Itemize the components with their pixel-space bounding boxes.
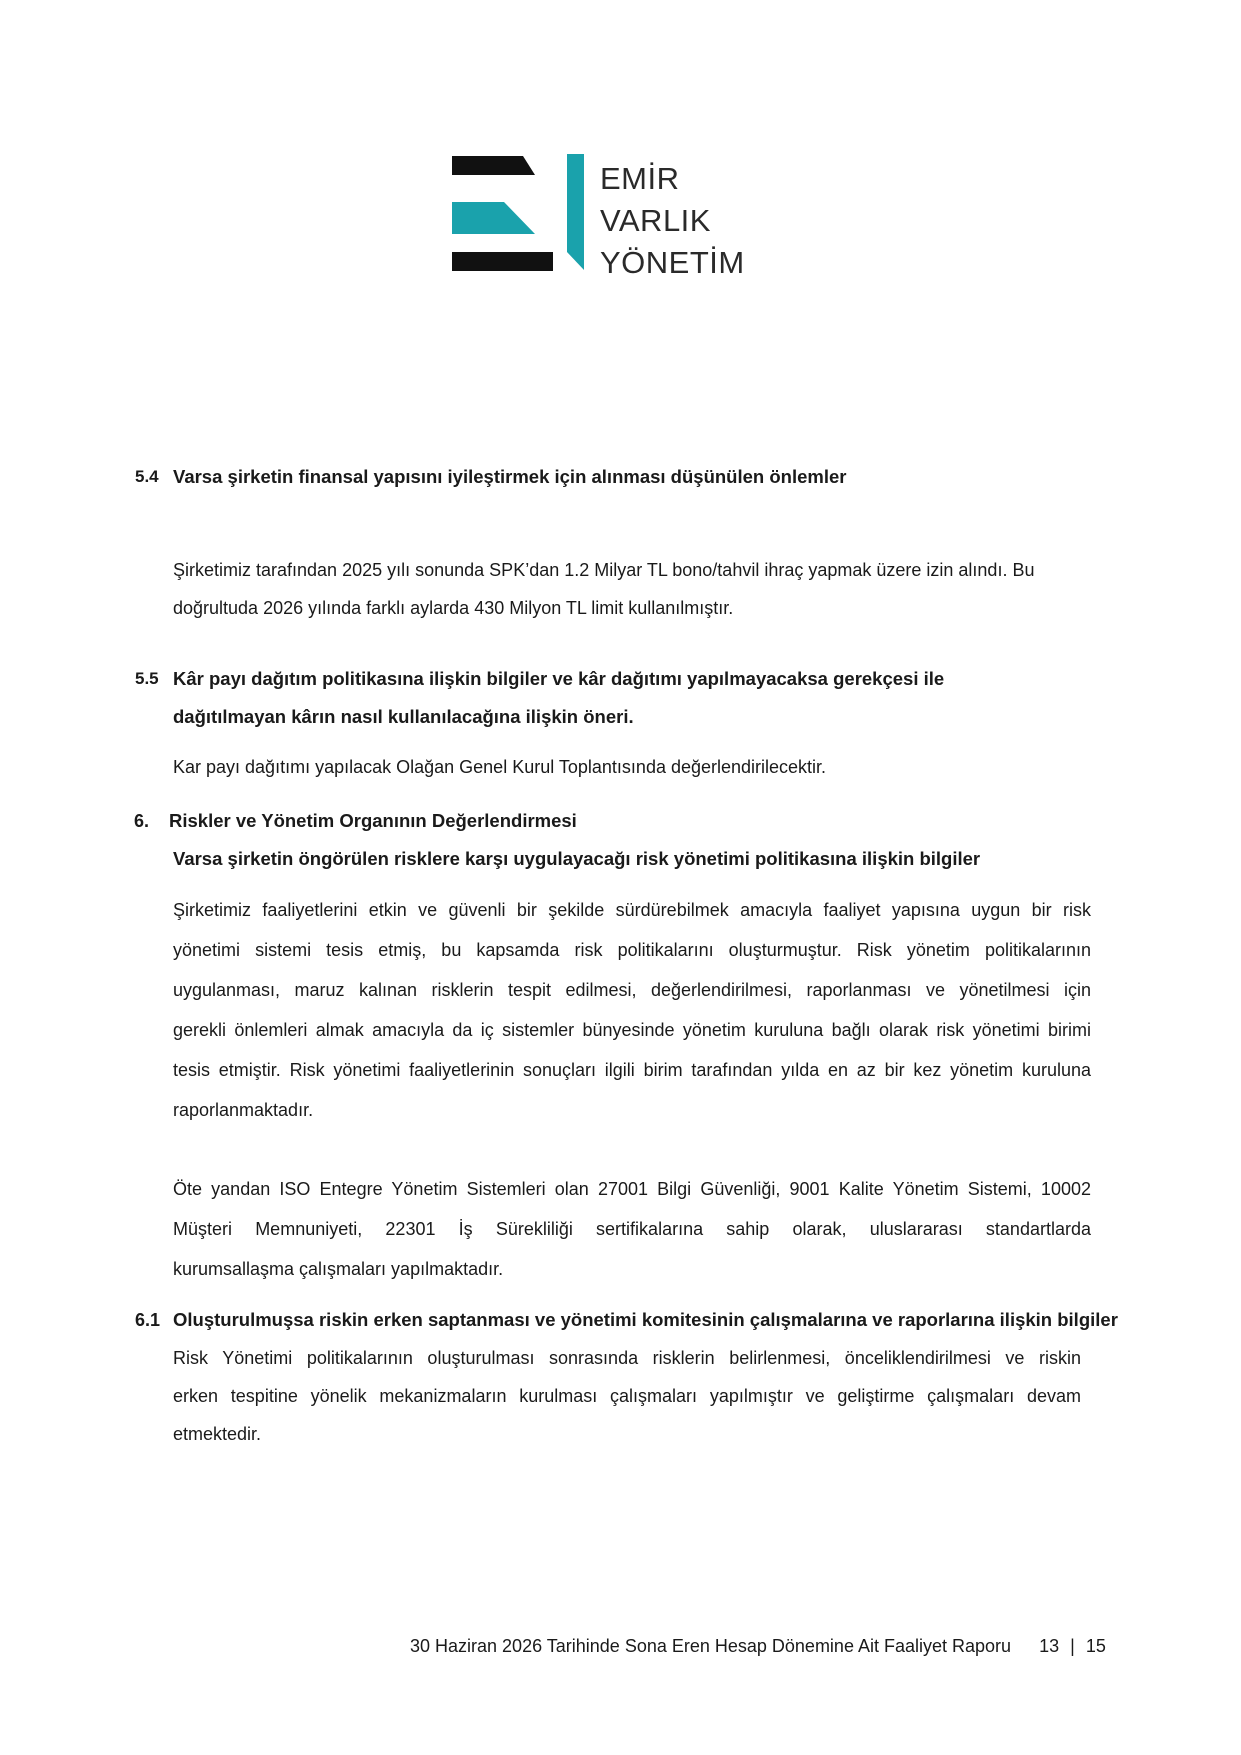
logo-line-1: EMİR [600,161,680,196]
section-6-p1-line: uygulanması, maruz kalınan risklerin tespit edilmesi, değerlendirilmesi, raporlanması ve yönetilmesi için [173,980,1091,1000]
footer-report-title: 30 Haziran 2026 Tarihinde Sona Eren Hesap Dönemine Ait Faaliyet Raporu [410,1636,1012,1656]
page-footer [410,1636,1106,1657]
section-6-p1-line: tesis etmiştir. Risk yönetimi faaliyetlerinin sonuçları ilgili birim tarafından yılda en az bir kez yönetim kuruluna [173,1060,1091,1080]
section-5-4-body [173,551,1034,627]
logo-line-2: VARLIK [600,203,711,238]
section-6-p2-line: Müşteri Memnuniyeti, 22301 İş Sürekliliği sertifikalarına sahip olarak, uluslararası standartlarda [173,1219,1091,1239]
page-number-separator: | [1070,1636,1075,1656]
page-number-total: 15 [1085,1636,1106,1656]
section-5-5-title-line-2: dağıtılmayan kârın nasıl kullanılacağına ilişkin öneri. [173,706,634,727]
section-6-p1-line: gerekli önlemleri almak amacıyla da iç sistemler bünyesinde yönetim kuruluna bağlı olarak risk yönetimi birimi [173,1020,1091,1040]
section-6-paragraph-1 [173,890,1091,1130]
section-6-paragraph-2 [173,1169,1091,1289]
logo-wordmark [600,158,745,284]
section-6-1-line: erken tespitine yönelik mekanizmaların kurulması çalışmaları yapılmıştır ve geliştirme çalışmaları devam [173,1386,1081,1406]
section-6-1-number: 6.1 [135,1310,161,1330]
section-5-4-line-1: Şirketimiz tarafından 2025 yılı sonunda SPK’dan 1.2 Milyar TL bono/tahvil ihraç yapmak üzere izin alındı. Bu [173,560,1035,580]
section-6-p2-line: Öte yandan ISO Entegre Yönetim Sistemleri olan 27001 Bilgi Güvenliği, 9001 Kalite Yönetim Sistemi, 10002 [173,1179,1091,1199]
logo-mark-icon [452,152,584,272]
section-6-p1-line: yönetimi sistemi tesis etmiş, bu kapsamda risk politikalarını oluşturmuştur. Risk yönetim politikalarının [173,940,1091,960]
section-5-5-body: Kar payı dağıtımı yapılacak Olağan Genel Kurul Toplantısında değerlendirilecektir. [173,757,827,777]
section-6-1-line: Risk Yönetimi politikalarının oluşturulması sonrasında risklerin belirlenmesi, önceliklendirilmesi ve riskin [173,1348,1081,1368]
section-5-5-title [173,666,944,736]
company-logo [452,152,752,282]
section-5-5-number: 5.5 [135,669,159,688]
section-6-1-title: Oluşturulmuşsa riskin erken saptanması ve yönetimi komitesinin çalışmalarına ve raporlarına ilişkin bilgiler [173,1309,1118,1330]
section-6-1-line: etmektedir. [173,1424,262,1444]
section-5-4-title: Varsa şirketin finansal yapısını iyileştirmek için alınması düşünülen önlemler [173,466,847,487]
section-6-number: 6. [134,811,150,831]
section-6-p1-line: Şirketimiz faaliyetlerini etkin ve güvenli bir şekilde sürdürebilmek amacıyla faaliyet yapısına uygun bir risk [173,900,1091,920]
section-6-1-body [173,1339,1081,1453]
section-6-subtitle: Varsa şirketin öngörülen risklere karşı uygulayacağı risk yönetimi politikasına ilişkin bilgiler [173,848,981,869]
page-number-current: 13 [1039,1636,1060,1656]
section-5-4-line-2: doğrultuda 2026 yılında farklı aylarda 430 Milyon TL limit kullanılmıştır. [173,598,734,618]
section-5-4-number: 5.4 [135,467,159,486]
section-6-title: Riskler ve Yönetim Organının Değerlendirmesi [169,810,577,831]
section-6-p1-line: raporlanmaktadır. [173,1100,314,1120]
section-6-p2-line: kurumsallaşma çalışmaları yapılmaktadır. [173,1259,504,1279]
section-5-5-title-line-1: Kâr payı dağıtım politikasına ilişkin bilgiler ve kâr dağıtımı yapılmayacaksa gerekçesi ile [173,668,945,689]
logo-line-3: YÖNETİM [600,245,745,280]
